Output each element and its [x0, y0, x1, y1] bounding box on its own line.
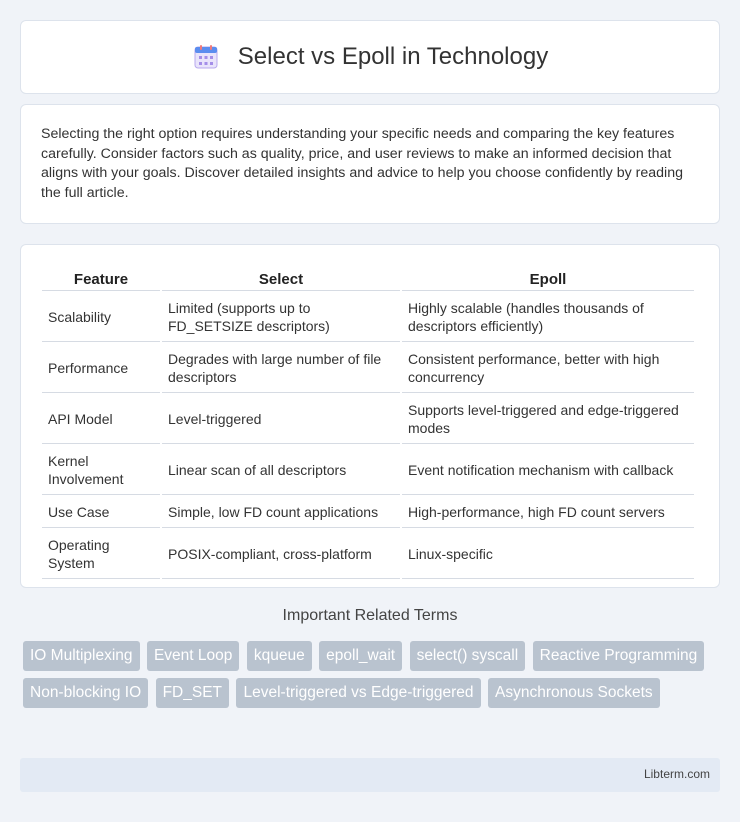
column-header-select: Select	[162, 267, 400, 291]
tag-kqueue[interactable]: kqueue	[247, 641, 312, 671]
table-cell: Use Case	[42, 497, 160, 528]
column-header-feature: Feature	[42, 267, 160, 291]
tag-level-vs-edge-triggered[interactable]: Level-triggered vs Edge-triggered	[236, 678, 480, 708]
table-cell: High-performance, high FD count servers	[402, 497, 694, 528]
table-cell: Kernel Involvement	[42, 446, 160, 495]
comparison-table	[40, 265, 696, 581]
table-cell: API Model	[42, 395, 160, 444]
page-title: Select vs Epoll in Technology	[237, 43, 549, 70]
table-row	[42, 497, 694, 528]
tag-io-multiplexing[interactable]: IO Multiplexing	[23, 641, 140, 671]
table-row	[42, 446, 694, 495]
table-cell: Linux-specific	[402, 530, 694, 579]
header-card	[20, 20, 720, 94]
table-row	[42, 344, 694, 393]
related-terms-list	[23, 641, 723, 715]
table-cell: POSIX-compliant, cross-platform	[162, 530, 400, 579]
table-cell: Supports level-triggered and edge-triggered modes	[402, 395, 694, 444]
table-row	[42, 293, 694, 342]
table-cell: Operating System	[42, 530, 160, 579]
table-header-row	[42, 267, 694, 291]
table-row	[42, 395, 694, 444]
tag-asynchronous-sockets[interactable]: Asynchronous Sockets	[488, 678, 660, 708]
tag-reactive-programming[interactable]: Reactive Programming	[533, 641, 705, 671]
footer	[20, 758, 720, 792]
calendar-icon	[192, 43, 220, 71]
table-cell: Simple, low FD count applications	[162, 497, 400, 528]
intro-text: Selecting the right option requires understanding your specific needs and comparing the key features carefully. Consider factors such as quality, price, and user reviews to make an informed decision that aligns with your goals. Discover detailed insights and advice to help you choose confidently by reading the full article.	[41, 126, 683, 201]
table-cell: Consistent performance, better with high concurrency	[402, 344, 694, 393]
intro-card	[20, 104, 720, 224]
table-cell: Level-triggered	[162, 395, 400, 444]
column-header-epoll: Epoll	[402, 267, 694, 291]
tag-non-blocking-io[interactable]: Non-blocking IO	[23, 678, 148, 708]
tag-event-loop[interactable]: Event Loop	[147, 641, 239, 671]
table-cell: Event notification mechanism with callback	[402, 446, 694, 495]
table-cell: Scalability	[42, 293, 160, 342]
comparison-card	[20, 244, 720, 588]
table-cell: Highly scalable (handles thousands of descriptors efficiently)	[402, 293, 694, 342]
table-row	[42, 530, 694, 579]
table-cell: Performance	[42, 344, 160, 393]
table-cell: Degrades with large number of file descriptors	[162, 344, 400, 393]
table-cell: Linear scan of all descriptors	[162, 446, 400, 495]
tag-fd-set[interactable]: FD_SET	[156, 678, 229, 708]
related-terms-title: Important Related Terms	[282, 607, 458, 624]
tag-epoll-wait[interactable]: epoll_wait	[319, 641, 402, 671]
footer-brand[interactable]: Libterm.com	[643, 767, 710, 781]
table-cell: Limited (supports up to FD_SETSIZE descriptors)	[162, 293, 400, 342]
tag-select-syscall[interactable]: select() syscall	[410, 641, 526, 671]
